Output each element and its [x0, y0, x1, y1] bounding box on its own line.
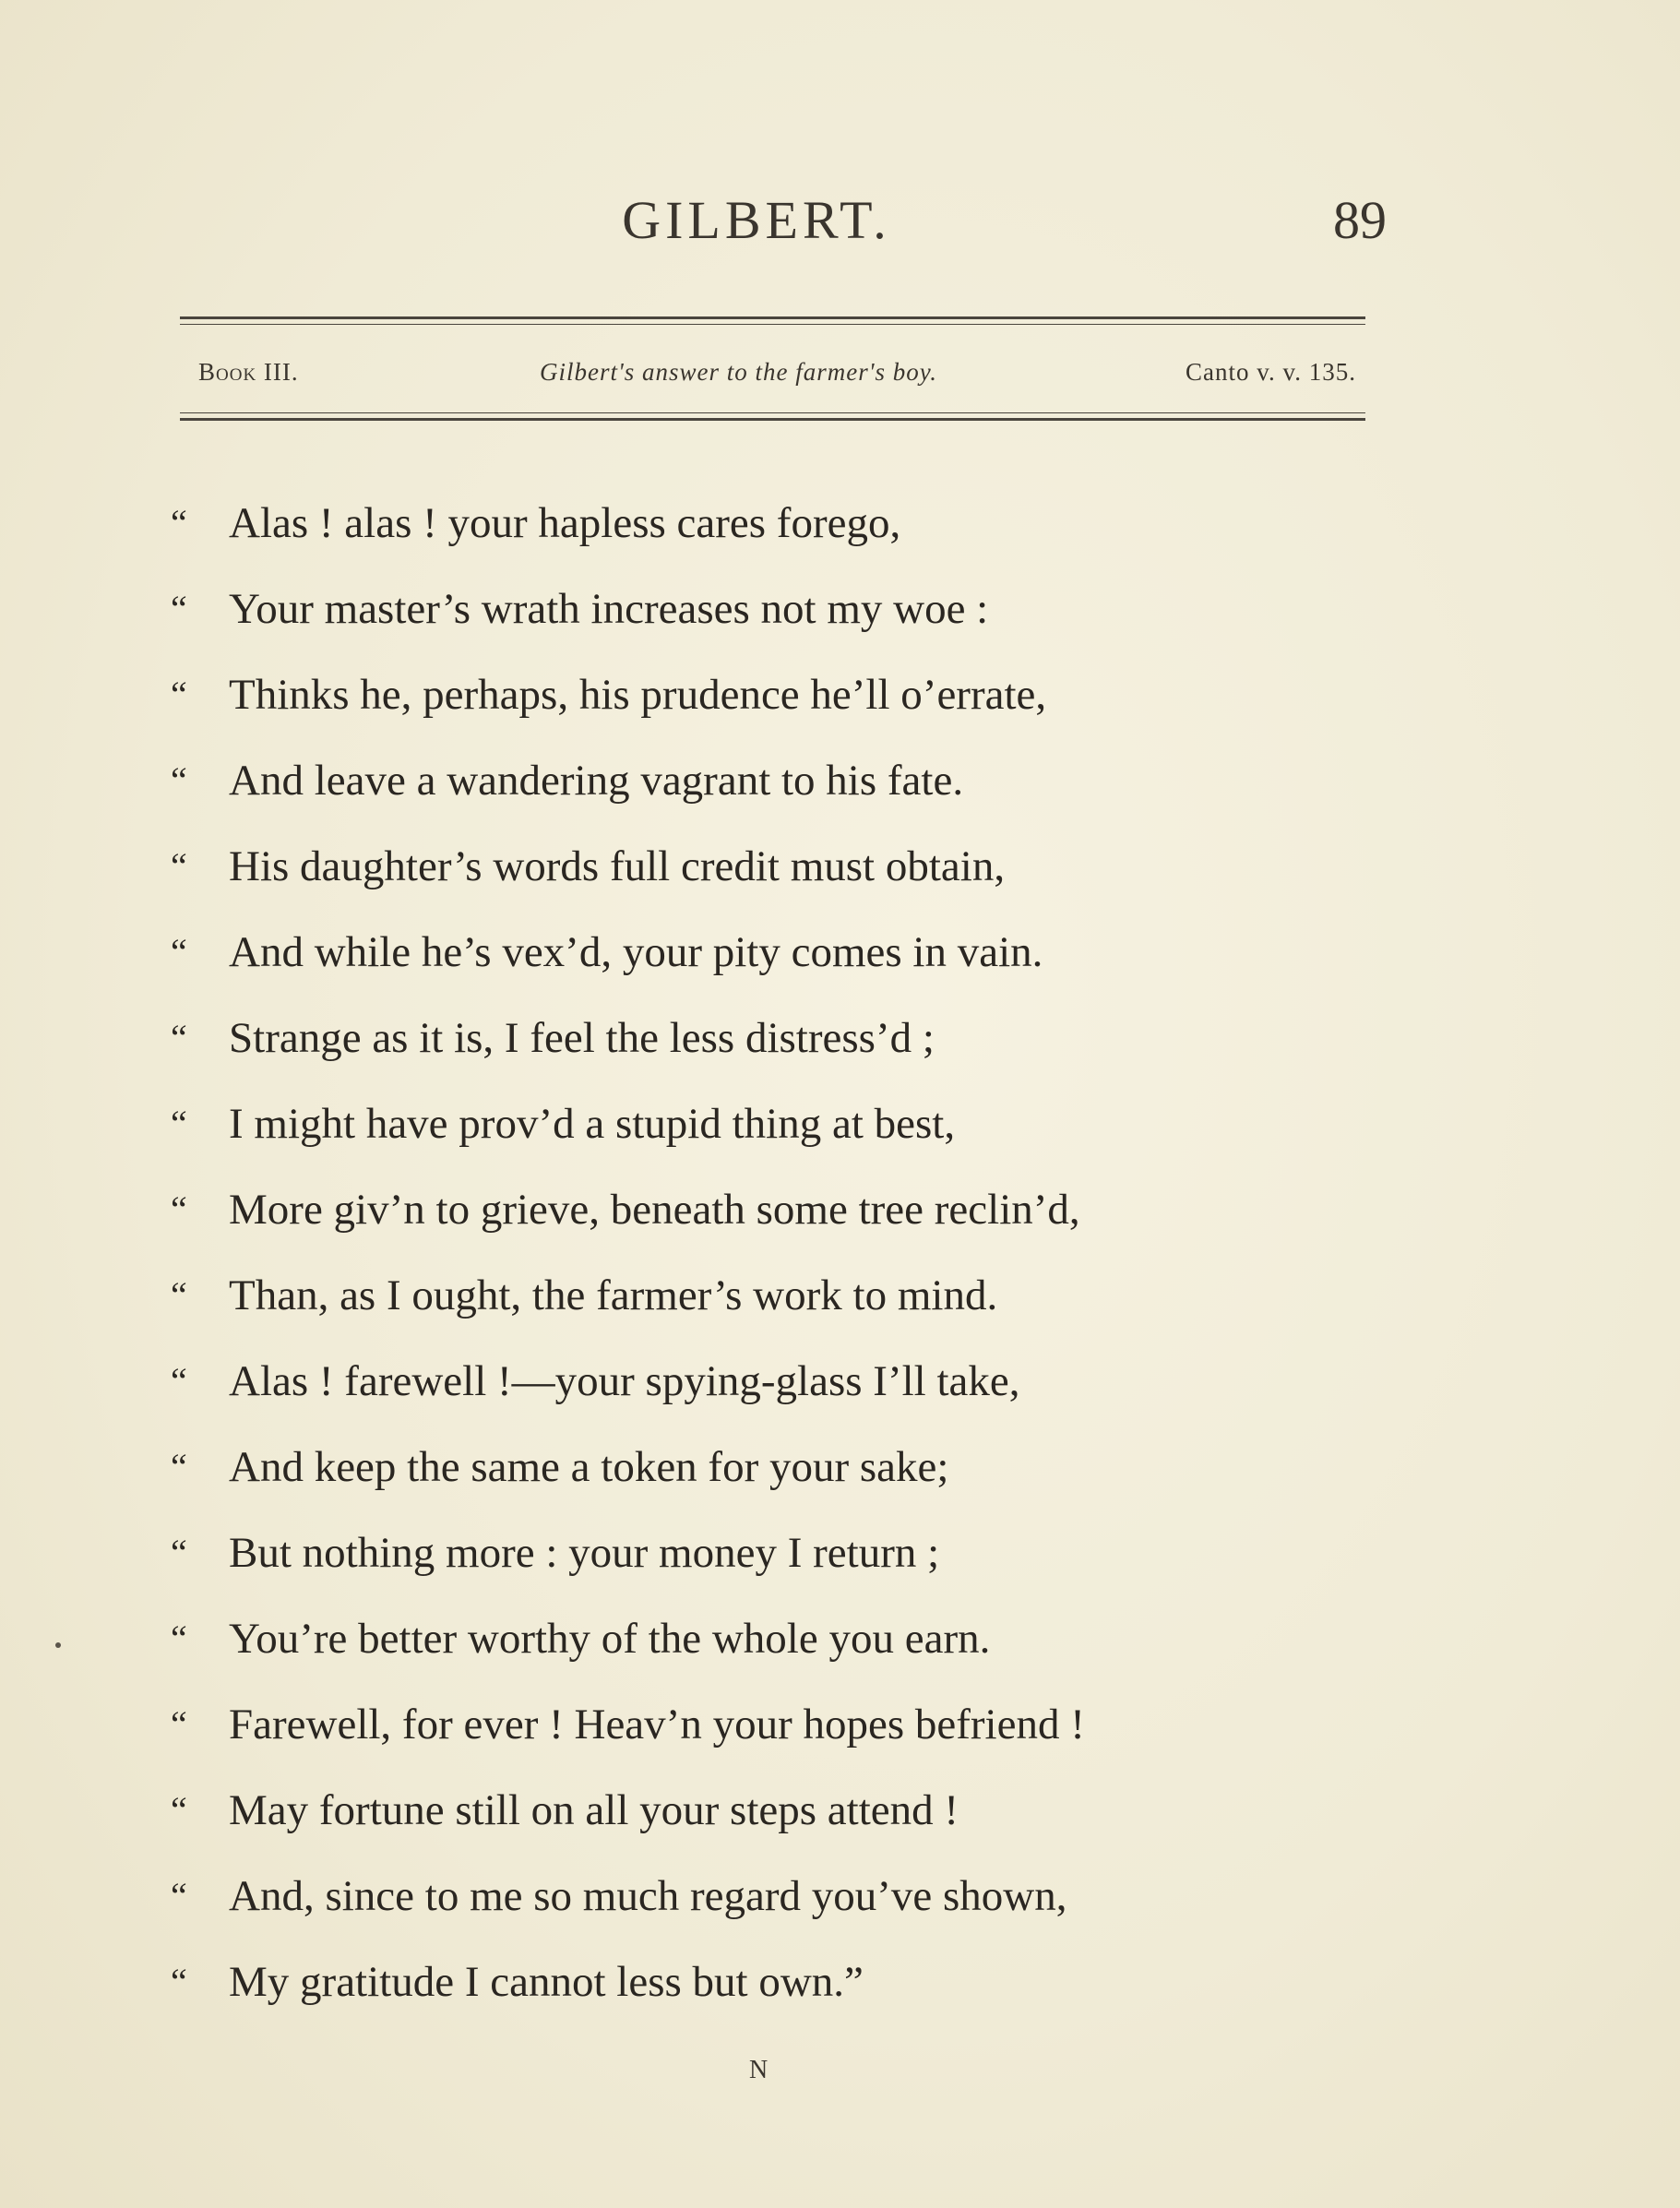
- poem-line-text: May fortune still on all your steps attend !: [229, 1786, 959, 1834]
- poem-line: [171, 837, 1370, 923]
- poem-line: [171, 579, 1370, 665]
- poem-line-text: Than, as I ought, the farmer’s work to mind.: [229, 1271, 998, 1319]
- opening-quote-mark: “: [171, 1188, 187, 1230]
- poem-line-text: Strange as it is, I feel the less distress’d ;: [229, 1014, 935, 1062]
- section-summary: Gilbert's answer to the farmer's boy.: [540, 358, 938, 386]
- canto-label: Canto v. v. 135.: [1186, 358, 1356, 386]
- poem-line-text: And while he’s vex’d, your pity comes in vain.: [229, 928, 1043, 976]
- poem-line: [171, 494, 1370, 579]
- running-head: [0, 189, 1680, 254]
- opening-quote-mark: “: [171, 1617, 187, 1659]
- signature-mark: N: [749, 2056, 769, 2084]
- opening-quote-mark: “: [171, 1103, 187, 1144]
- poem-line: [171, 1352, 1370, 1438]
- opening-quote-mark: “: [171, 1532, 187, 1573]
- subheading: [198, 358, 1356, 395]
- bottom-rule-thin: [180, 412, 1365, 413]
- poem-line-text: You’re better worthy of the whole you earn.: [229, 1615, 991, 1663]
- poem-line-text: Alas ! alas ! your hapless cares forego,: [229, 499, 901, 547]
- poem-line-text: Your master’s wrath increases not my woe :: [229, 585, 989, 633]
- opening-quote-mark: “: [171, 502, 187, 543]
- opening-quote-mark: “: [171, 1789, 187, 1831]
- poem-line: [171, 923, 1370, 1009]
- margin-speck: [55, 1642, 61, 1648]
- book-label: Book III.: [198, 358, 299, 386]
- poem-line: [171, 1438, 1370, 1523]
- page-number: 89: [1333, 190, 1387, 250]
- opening-quote-mark: “: [171, 674, 187, 715]
- poem-verse: [171, 494, 1370, 2038]
- opening-quote-mark: “: [171, 1274, 187, 1316]
- poem-line: [171, 1695, 1370, 1781]
- poem-line: [171, 1009, 1370, 1094]
- poem-line: [171, 1523, 1370, 1609]
- poem-line: [171, 1781, 1370, 1867]
- opening-quote-mark: “: [171, 588, 187, 629]
- poem-line: [171, 665, 1370, 751]
- poem-line: [171, 1094, 1370, 1180]
- poem-line-text: Farewell, for ever ! Heav’n your hopes befriend !: [229, 1701, 1085, 1748]
- opening-quote-mark: “: [171, 1017, 187, 1058]
- opening-quote-mark: “: [171, 931, 187, 973]
- running-title: GILBERT.: [622, 190, 891, 250]
- poem-line-text: And leave a wandering vagrant to his fate.: [229, 757, 964, 805]
- bottom-rule-thick: [180, 418, 1365, 421]
- poem-line-text: But nothing more : your money I return ;: [229, 1529, 940, 1577]
- poem-line-text: Alas ! farewell !—your spying-glass I’ll take,: [229, 1357, 1020, 1405]
- opening-quote-mark: “: [171, 1961, 187, 2002]
- opening-quote-mark: “: [171, 759, 187, 801]
- poem-line-text: And keep the same a token for your sake;: [229, 1443, 949, 1491]
- opening-quote-mark: “: [171, 845, 187, 887]
- poem-line-text: And, since to me so much regard you’ve shown,: [229, 1872, 1067, 1920]
- poem-line-text: Thinks he, perhaps, his prudence he’ll o’errate,: [229, 671, 1047, 719]
- top-rule-thin: [180, 324, 1365, 325]
- opening-quote-mark: “: [171, 1360, 187, 1402]
- top-rule-thick: [180, 316, 1365, 319]
- poem-line: [171, 1609, 1370, 1695]
- poem-line: [171, 1952, 1370, 2038]
- poem-line-text: I might have prov’d a stupid thing at best,: [229, 1100, 956, 1148]
- opening-quote-mark: “: [171, 1703, 187, 1745]
- poem-line-text: More giv’n to grieve, beneath some tree reclin’d,: [229, 1186, 1080, 1234]
- poem-line-text: His daughter’s words full credit must obtain,: [229, 842, 1006, 890]
- poem-line: [171, 1867, 1370, 1952]
- poem-line-text: My gratitude I cannot less but own.”: [229, 1958, 864, 2006]
- opening-quote-mark: “: [171, 1875, 187, 1916]
- poem-line: [171, 1180, 1370, 1266]
- poem-line: [171, 751, 1370, 837]
- poem-line: [171, 1266, 1370, 1352]
- opening-quote-mark: “: [171, 1446, 187, 1487]
